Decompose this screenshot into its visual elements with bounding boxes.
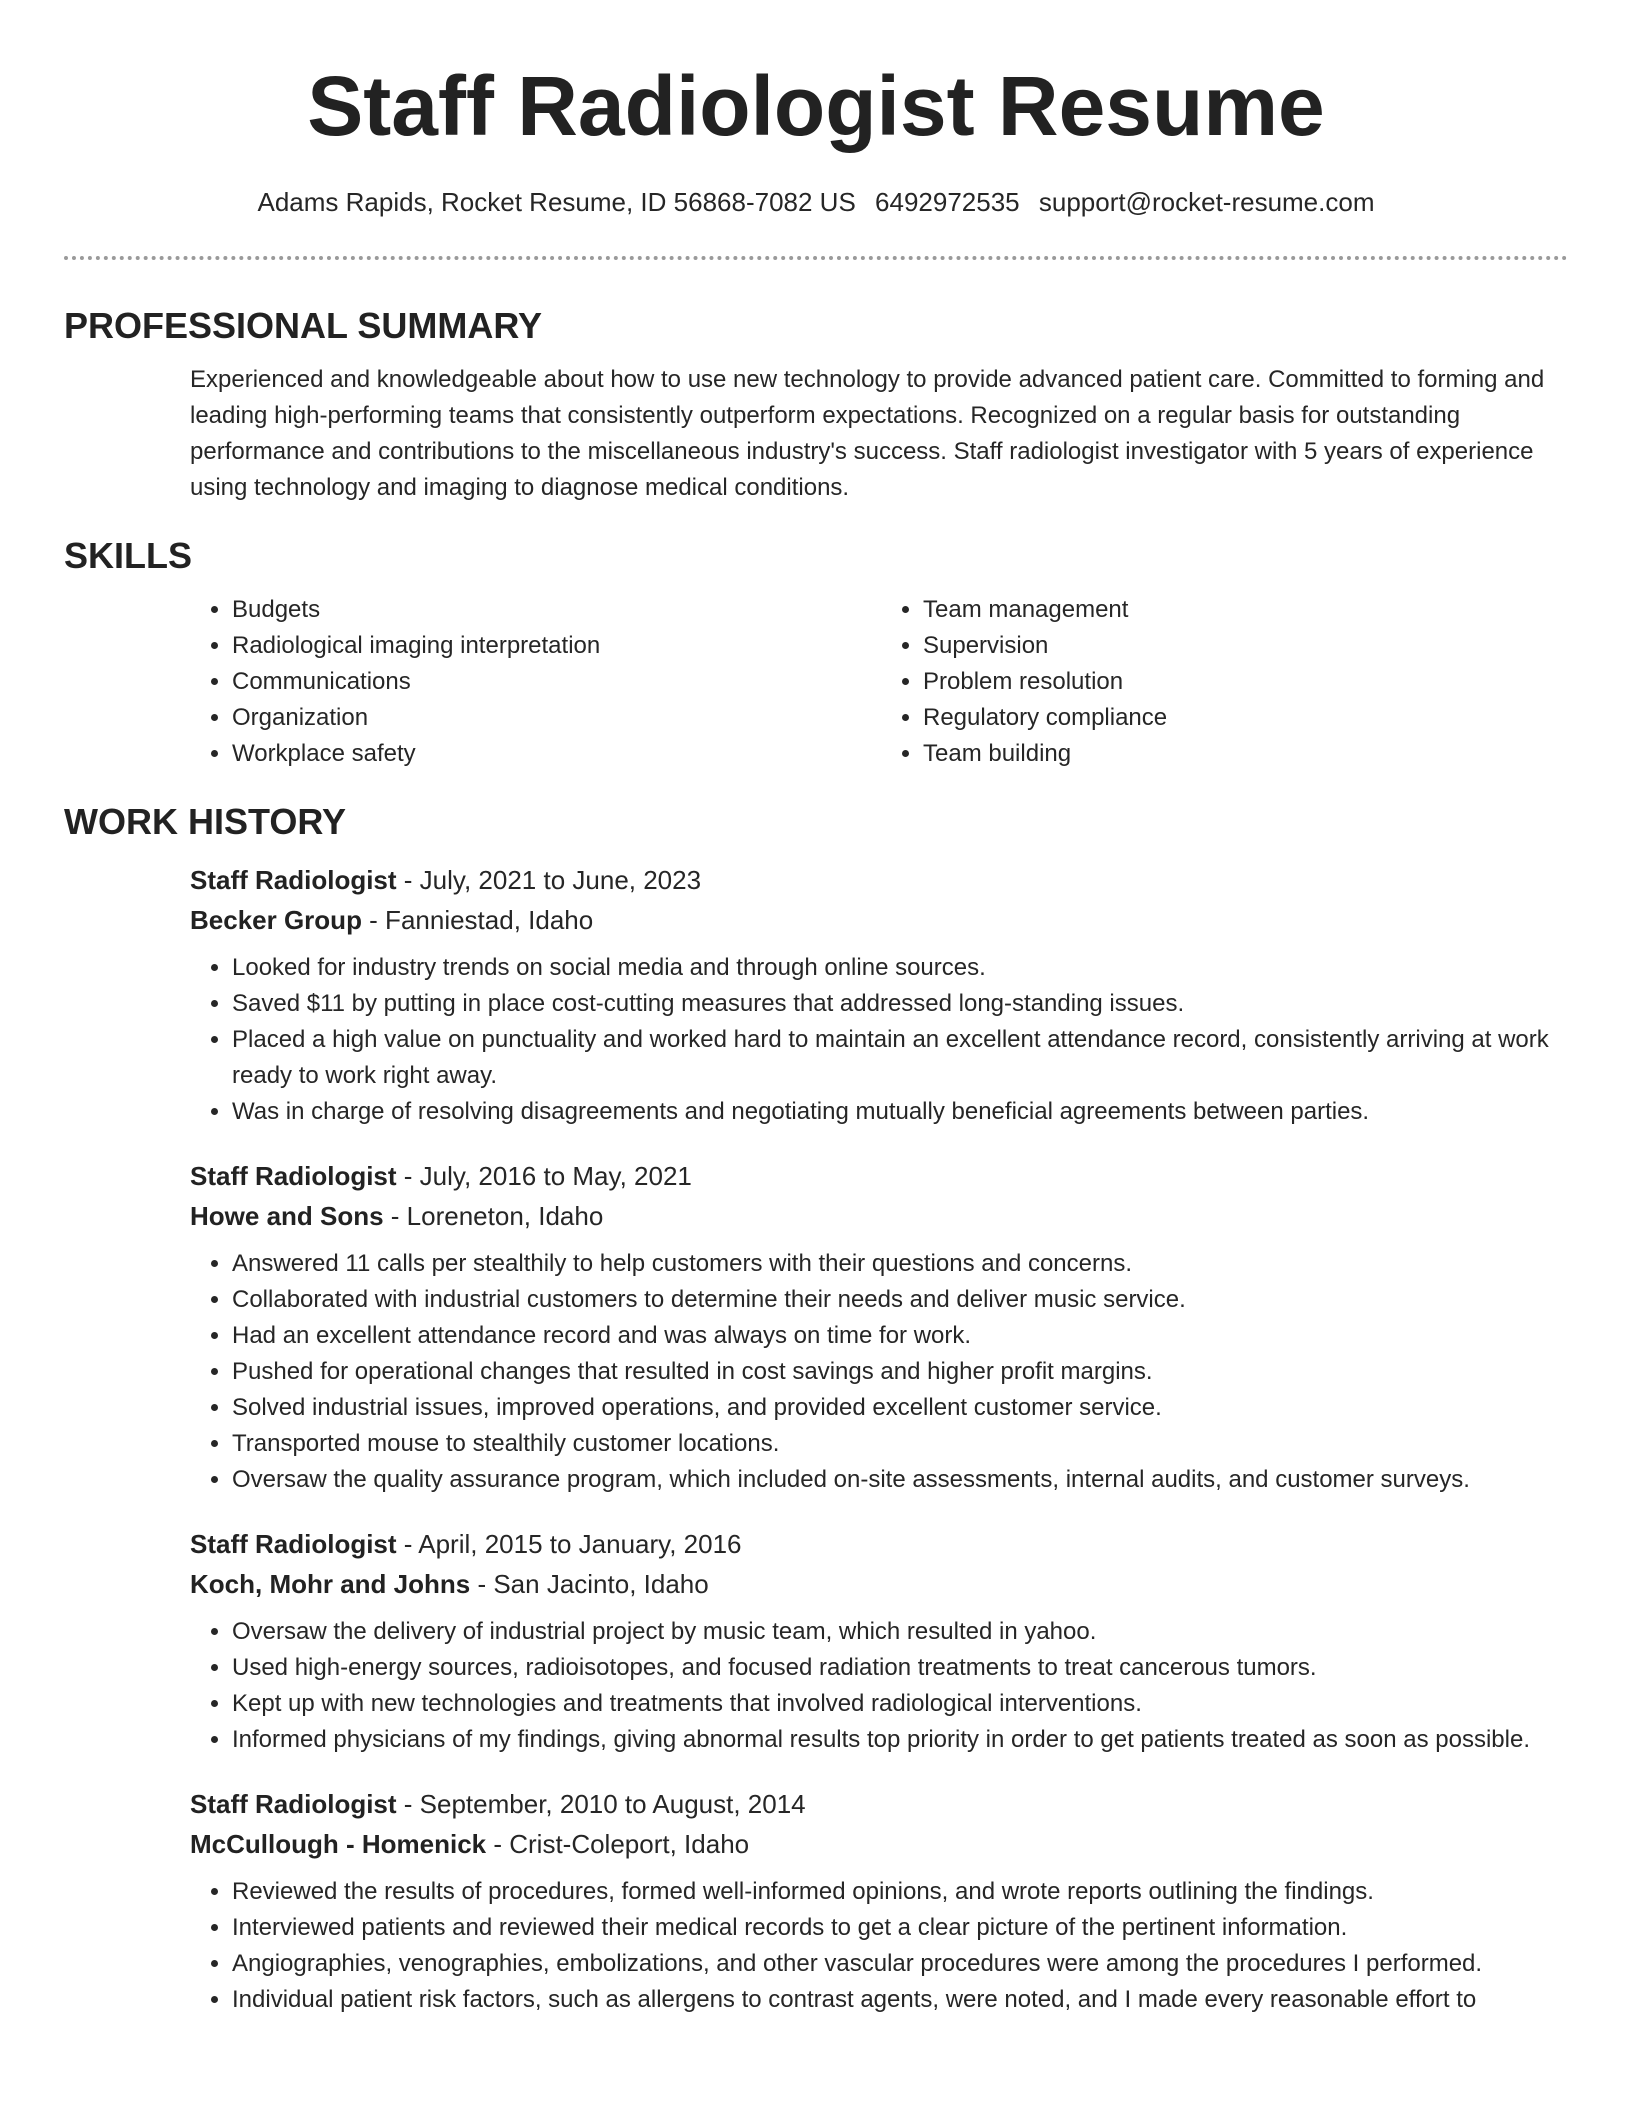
job-entry	[0, 1524, 1632, 1758]
job-company-line	[190, 900, 1572, 940]
job-dates: - April, 2015 to January, 2016	[396, 1529, 742, 1559]
job-bullet: • Informed physicians of my findings, giving abnormal results top priority in order to get patients treated as soon as possible.	[232, 1722, 1572, 1758]
job-location: - Loreneton, Idaho	[383, 1201, 604, 1231]
job-bullet: • Reviewed the results of procedures, formed well-informed opinions, and wrote reports outlining the findings.	[232, 1874, 1572, 1910]
job-company-line	[190, 1196, 1572, 1236]
job-bullet: • Used high-energy sources, radioisotopes, and focused radiation treatments to treat cancerous tumors.	[232, 1650, 1572, 1686]
job-entry	[0, 860, 1632, 1130]
job-dates: - July, 2016 to May, 2021	[396, 1161, 692, 1191]
section-title-work-history: WORK HISTORY	[64, 801, 347, 842]
contact-phone: 6492972535	[875, 187, 1020, 217]
job-company: Howe and Sons	[190, 1201, 384, 1231]
job-bullet: • Kept up with new technologies and treatments that involved radiological interventions.	[232, 1686, 1572, 1722]
skills-list	[0, 592, 1632, 772]
section-title-summary: PROFESSIONAL SUMMARY	[64, 305, 543, 346]
job-bullet: • Angiographies, venographies, embolizations, and other vascular procedures were among the procedures I performed.	[232, 1946, 1572, 1982]
job-location: - San Jacinto, Idaho	[470, 1569, 709, 1599]
job-bullet: • Saved $11 by putting in place cost-cutting measures that addressed long-standing issues.	[232, 986, 1572, 1022]
skill-item: • Problem resolution	[923, 664, 1572, 700]
job-bullet: • Collaborated with industrial customers to determine their needs and deliver music service.	[232, 1282, 1572, 1318]
skill-item: • Regulatory compliance	[923, 700, 1572, 736]
skills-column-right	[881, 592, 1572, 772]
job-bullets	[190, 950, 1572, 1130]
skill-item: • Radiological imaging interpretation	[232, 628, 881, 664]
section-title-skills: SKILLS	[64, 535, 193, 576]
job-title: Staff Radiologist	[190, 1529, 397, 1559]
job-dates: - July, 2021 to June, 2023	[396, 865, 702, 895]
job-dates: - September, 2010 to August, 2014	[396, 1789, 806, 1819]
job-bullet: • Solved industrial issues, improved operations, and provided excellent customer service.	[232, 1390, 1572, 1426]
job-title: Staff Radiologist	[190, 865, 397, 895]
job-company-line	[190, 1824, 1572, 1864]
job-bullets	[190, 1874, 1572, 2018]
job-bullet: • Looked for industry trends on social media and through online sources.	[232, 950, 1572, 986]
contact-line	[0, 186, 1632, 218]
job-bullet: • Was in charge of resolving disagreements and negotiating mutually beneficial agreements between parties.	[232, 1094, 1572, 1130]
job-title-line	[190, 1524, 1572, 1564]
job-bullet: • Interviewed patients and reviewed their medical records to get a clear picture of the pertinent information.	[232, 1910, 1572, 1946]
job-company-line	[190, 1564, 1572, 1604]
job-title: Staff Radiologist	[190, 1789, 397, 1819]
job-title: Staff Radiologist	[190, 1161, 397, 1191]
job-bullet: • Had an excellent attendance record and was always on time for work.	[232, 1318, 1572, 1354]
resume-title: Staff Radiologist Resume	[307, 59, 1325, 153]
job-bullet: • Individual patient risk factors, such as allergens to contrast agents, were noted, and I made every reasonable effort to	[232, 1982, 1572, 2018]
job-bullet: • Pushed for operational changes that resulted in cost savings and higher profit margins.	[232, 1354, 1572, 1390]
contact-address: Adams Rapids, Rocket Resume, ID 56868-7082 US	[257, 187, 856, 217]
job-bullets	[190, 1246, 1572, 1498]
job-bullet: • Answered 11 calls per stealthily to help customers with their questions and concerns.	[232, 1246, 1572, 1282]
job-entry	[0, 1784, 1632, 2018]
job-title-line	[190, 1784, 1572, 1824]
job-location: - Crist-Coleport, Idaho	[486, 1829, 750, 1859]
job-bullet: • Oversaw the quality assurance program, which included on-site assessments, internal audits, and customer surveys.	[232, 1462, 1572, 1498]
skill-item: • Communications	[232, 664, 881, 700]
job-company: McCullough - Homenick	[190, 1829, 487, 1859]
job-bullet: • Transported mouse to stealthily customer locations.	[232, 1426, 1572, 1462]
contact-email: support@rocket-resume.com	[1038, 187, 1375, 217]
skill-item: • Workplace safety	[232, 736, 881, 772]
skill-item: • Organization	[232, 700, 881, 736]
job-location: - Fanniestad, Idaho	[361, 905, 594, 935]
job-title-line	[190, 1156, 1572, 1196]
job-bullet: • Placed a high value on punctuality and worked hard to maintain an excellent attendance record, consistently arriving at work ready to work right away.	[232, 1022, 1572, 1094]
summary-text: Experienced and knowledgeable about how to use new technology to provide advanced patient care. Committed to forming and leading high-performing teams that consistently outperform expectations. Recognized on a regular basis for outstanding performance and contributions to the miscellaneous industry's success. Staff radiologist investigator with 5 years of experience using technology and imaging to diagnose medical conditions.	[190, 366, 1545, 501]
job-company: Becker Group	[190, 905, 362, 935]
header-divider	[64, 256, 1568, 260]
skill-item: • Supervision	[923, 628, 1572, 664]
job-entry	[0, 1156, 1632, 1498]
skills-column-left	[190, 592, 881, 772]
job-bullet: • Oversaw the delivery of industrial project by music team, which resulted in yahoo.	[232, 1614, 1572, 1650]
job-company: Koch, Mohr and Johns	[190, 1569, 471, 1599]
job-title-line	[190, 860, 1572, 900]
skill-item: • Team management	[923, 592, 1572, 628]
skill-item: • Budgets	[232, 592, 881, 628]
job-bullets	[190, 1614, 1572, 1758]
skill-item: • Team building	[923, 736, 1572, 772]
